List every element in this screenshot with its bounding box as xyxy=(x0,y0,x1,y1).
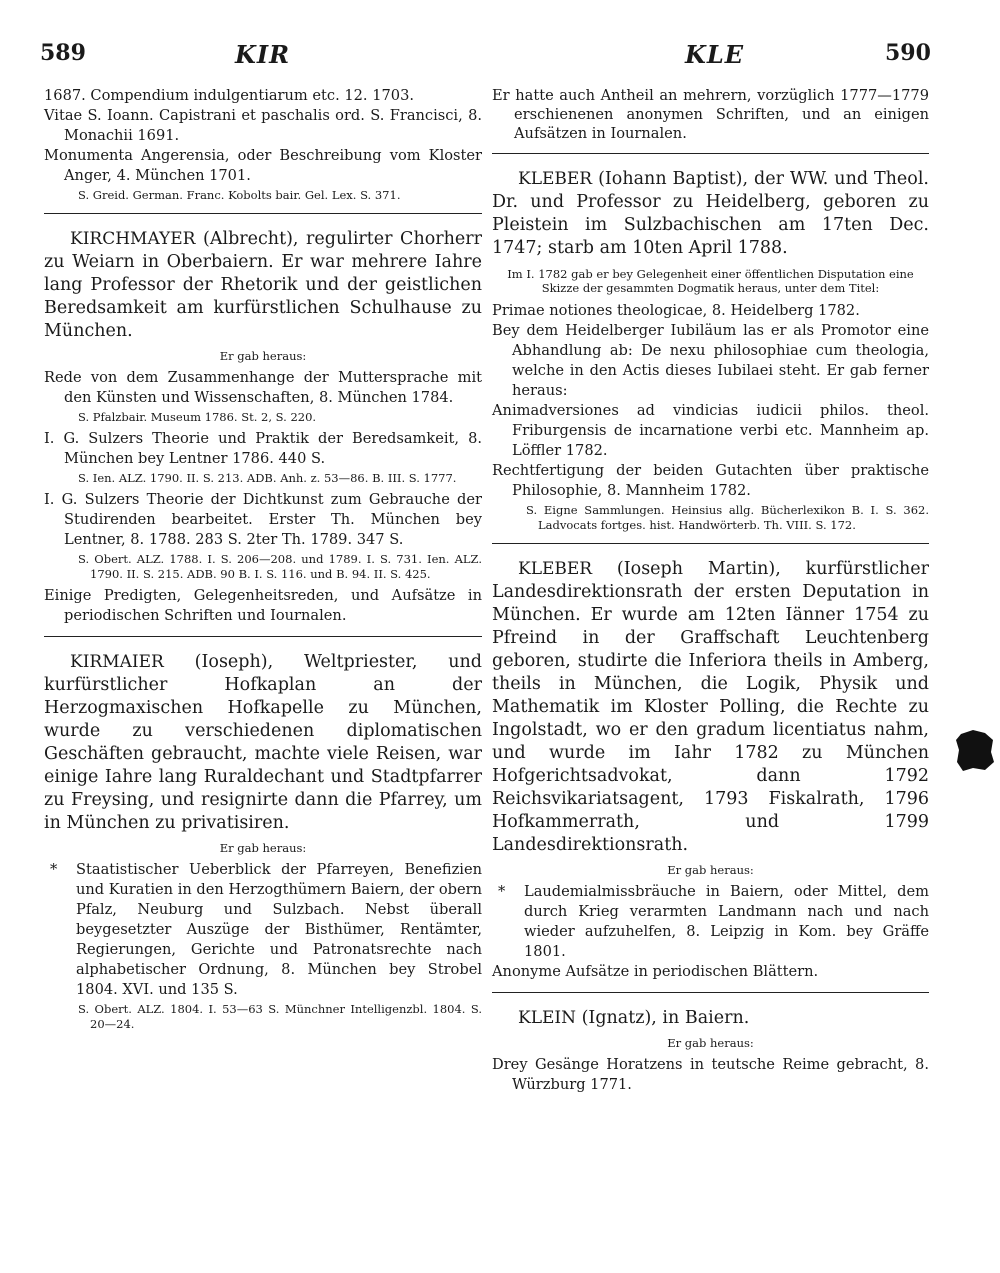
entry-divider xyxy=(44,213,482,214)
reference-note: S. Obert. ALZ. 1804. I. 53—63 S. Münchner Intelligenzbl. 1804. S. 20—24. xyxy=(78,1002,482,1031)
reference-note: S. Obert. ALZ. 1788. I. S. 206—208. und 1789. I. S. 731. Ien. ALZ. 1790. II. S. 215. ADB. 90 B. I. S. 116. und B. 94. II. S. 425. xyxy=(78,552,482,581)
reference-note: S. Eigne Sammlungen. Heinsius allg. Bücherlexikon B. I. S. 362. Ladvocats fortges. hist. Handwörterb. Th. VIII. S. 172. xyxy=(526,503,929,532)
entry-divider xyxy=(44,636,482,637)
running-head-left: KIR xyxy=(235,40,291,69)
ink-blot-mark xyxy=(955,728,995,772)
bibliography-entry: I. G. Sulzers Theorie der Dichtkunst zum Gebrauche der Studirenden bearbeitet. Erster Th. München bey Lentner, 8. 1788. 283 S. 2ter Th. 1789. 347 S. xyxy=(44,491,482,548)
biography-kleber-johann xyxy=(492,168,929,260)
entry-text: (Ioseph), Weltpriester, und kurfürstlicher Hofkaplan an der Herzogmaxischen Hofkapelle zu München, wurde zu verschiedenen diplomatischen Geschäften gebraucht, machte viele Reisen, war einige Iahre lang Ruraldechant und Stadtpfarrer zu Freysing, und resignirte dann die Pfarrey, um in München zu privatisiren. xyxy=(44,652,482,833)
entry-divider xyxy=(492,543,929,544)
bibliography-entry xyxy=(44,860,482,1000)
bibliography-entry: Bey dem Heidelberger Iubiläum las er als Promotor eine Abhandlung ab: De nexu philosophiae cum theologia, welche in den Actis dieses Iubilaei steht. Er gab ferner heraus: xyxy=(492,322,929,399)
entry-text: (Ignatz), in Baiern. xyxy=(581,1008,750,1028)
entry-name: KLEBER xyxy=(518,169,593,189)
bibliography-entry: Rede von dem Zusammenhange der Muttersprache mit den Künsten und Wissenschaften, 8. München 1784. xyxy=(44,369,482,406)
bibliography-entry: Monumenta Angerensia, oder Beschreibung vom Kloster Anger, 4. München 1701. xyxy=(44,147,482,184)
bibliography-entry: 1687. Compendium indulgentiarum etc. 12. 1703. xyxy=(44,87,414,104)
section-heading: Er gab heraus: xyxy=(667,1036,754,1050)
biography-klein xyxy=(492,1007,929,1030)
entry-name: KLEBER xyxy=(518,559,593,579)
entry-divider xyxy=(492,992,929,993)
page-header xyxy=(30,40,930,80)
bibliography-entry: Animadversiones ad vindicias iudicii philos. theol. Friburgensis de incarnatione verbi etc. Mannheim ap. Löffler 1782. xyxy=(492,402,929,459)
page-number-right: 590 xyxy=(885,40,931,66)
bibliography-entry: Anonyme Aufsätze in periodischen Blättern. xyxy=(492,963,819,980)
reference-note: S. Ien. ALZ. 1790. II. S. 213. ADB. Anh. z. 53—86. B. III. S. 1777. xyxy=(78,471,457,485)
publication-note: Im I. 1782 gab er bey Gelegenheit einer öffentlichen Disputation eine Skizze der gesammten Dogmatik heraus, unter dem Titel: xyxy=(507,267,914,295)
bibliography-entry: I. G. Sulzers Theorie und Praktik der Beredsamkeit, 8. München bey Lentner 1786. 440 S. xyxy=(44,430,482,467)
entry-name: KLEIN xyxy=(518,1008,576,1028)
bibliography-entry: Drey Gesänge Horatzens in teutsche Reime gebracht, 8. Würzburg 1771. xyxy=(492,1056,929,1093)
entry-text: Staatistischer Ueberblick der Pfarreyen, Benefizien und Kuratien in den Herzogthümern Baiern, der obern Pfalz, Neuburg und Sulzbach. Nebst überall beygesetzter Auszüge der Bisthümer, Rentämter, Regierungen, Gerichte und Patronatsrechte nach alphabetischer Ordnung, 8. München bey Strobel 1804. XVI. und 135 S. xyxy=(76,861,482,998)
entry-name: KIRCHMAYER xyxy=(70,229,196,249)
bibliography-entry: Einige Predigten, Gelegenheitsreden, und Aufsätze in periodischen Schriften und Iournalen. xyxy=(44,587,482,624)
section-heading: Er gab heraus: xyxy=(667,863,754,877)
section-heading: Er gab heraus: xyxy=(219,349,307,363)
biography-kirchmayer xyxy=(44,228,482,343)
biography-kleber-joseph xyxy=(492,558,929,857)
asterisk-mark: * xyxy=(498,883,506,900)
entry-text: (Iohann Baptist), der WW. und Theol. Dr. und Professor zu Heidelberg, geboren zu Pleistein im Sulzbachischen am 17ten Dec. 1747; starb am 10ten April 1788. xyxy=(492,169,929,258)
right-column xyxy=(492,86,929,1095)
bibliography-entry: Rechtfertigung der beiden Gutachten über praktische Philosophie, 8. Mannheim 1782. xyxy=(492,462,929,499)
entry-name: KIRMAIER xyxy=(70,652,164,672)
biography-kirmaier xyxy=(44,651,482,835)
entry-text: (Albrecht), regulirter Chorherr zu Weiarn in Oberbaiern. Er war mehrere Iahre lang Professor der Rhetorik und der geistlichen Beredsamkeit am kurfürstlichen Schulhause zu München. xyxy=(44,229,482,341)
bibliography-entry: Vitae S. Ioann. Capistrani et paschalis ord. S. Francisci, 8. Monachii 1691. xyxy=(44,107,482,144)
asterisk-mark: * xyxy=(50,861,58,878)
reference-note: S. Pfalzbair. Museum 1786. St. 2, S. 220. xyxy=(78,410,317,424)
continued-text: Er hatte auch Antheil an mehrern, vorzüglich 1777—1779 erschienenen anonymen Schriften, und an einigen Aufsätzen in Iournalen. xyxy=(492,87,929,142)
bibliography-entry: Primae notiones theologicae, 8. Heidelberg 1782. xyxy=(492,302,860,319)
reference-note: S. Greid. German. Franc. Kobolts bair. Gel. Lex. S. 371. xyxy=(78,188,401,202)
entry-text: (Ioseph Martin), kurfürstlicher Landesdirektionsrath der ersten Deputation in München. Er wurde am 12ten Iänner 1754 zu Pfreind in der Graffschaft Leuchtenberg geboren, studirte die Inferiora theils in Amberg, theils in München, die Logik, Physik und Mathematik im Kloster Polling, die Rechte zu Ingolstadt, wo er den gradum licentiatus nahm, und wurde im Iahr 1782 zu München Hofgerichtsadvokat, dann 1792 Reichsvikariatsagent, 1793 Fiskalrath, 1796 Hofkammerrath, und 1799 Landesdirektionsrath. xyxy=(492,559,929,855)
left-column xyxy=(44,86,482,1036)
entry-divider xyxy=(492,153,929,154)
section-heading: Er gab heraus: xyxy=(219,841,307,855)
bibliography-entry xyxy=(492,882,929,962)
page-number-left: 589 xyxy=(40,40,86,66)
running-head-right: KLE xyxy=(685,40,745,69)
entry-text: Laudemialmissbräuche in Baiern, oder Mittel, dem durch Krieg verarmten Landmann nach und nach wieder aufzuhelfen, 8. Leipzig in Kom. bey Gräffe 1801. xyxy=(524,883,929,960)
